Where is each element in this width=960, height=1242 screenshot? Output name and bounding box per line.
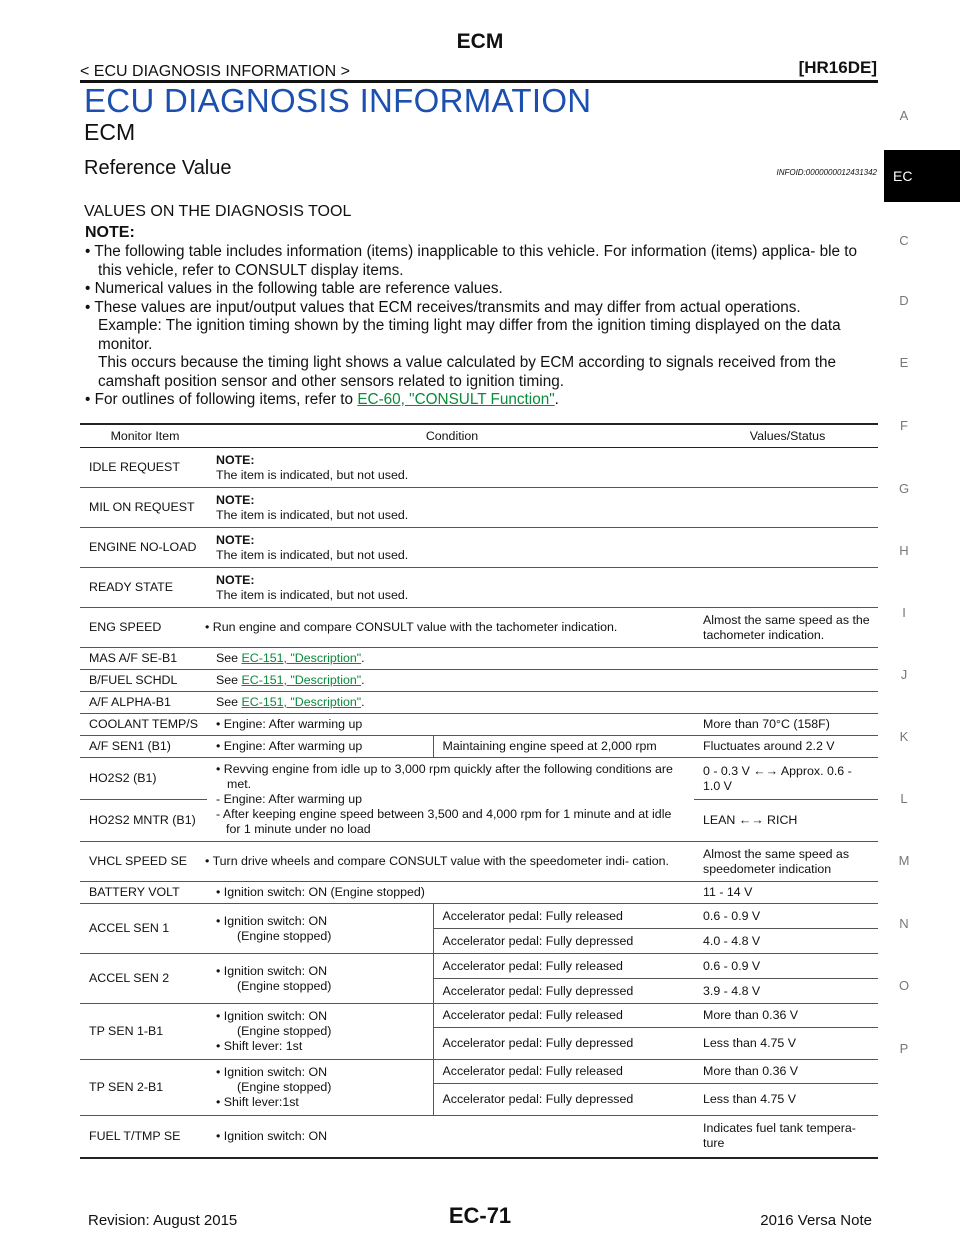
monitor-item: ENG SPEED [80,608,207,648]
pedal-condition-cell: Accelerator pedal: Fully depressed [433,1084,694,1116]
monitor-item: READY STATE [80,568,207,608]
pedal-condition-cell: Accelerator pedal: Fully depressed [433,929,694,954]
condition-detail-cell: Maintaining engine speed at 2,000 rpm [433,736,694,758]
monitor-item: HO2S2 MNTR (B1) [80,800,207,842]
see-cell: See EC-151, "Description". [207,670,878,692]
pedal-condition-cell: Accelerator pedal: Fully released [433,954,694,979]
monitor-item: ENGINE NO-LOAD [80,528,207,568]
table-row [80,758,878,800]
table-row [80,448,878,488]
side-index-f[interactable]: F [900,418,908,433]
table-row [80,954,878,979]
value-cell: 4.0 - 4.8 V [694,929,878,954]
table-row [80,648,878,670]
monitor-item: BATTERY VOLT [80,882,207,904]
side-index-h[interactable]: H [899,543,909,558]
side-index-m[interactable]: M [898,853,910,868]
monitor-item: TP SEN 2-B1 [80,1060,207,1116]
condition-cell: • Ignition switch: ON (Engine stopped) [207,904,433,954]
table-row [80,714,878,736]
notes-block [85,243,880,410]
subsection-title: Reference Value [84,157,232,179]
header-engine: [HR16DE] [798,58,877,77]
subheading: VALUES ON THE DIAGNOSIS TOOL [84,203,352,220]
table-row [80,842,878,882]
condition-cell: • Engine: After warming up [207,714,694,736]
pedal-condition-cell: Accelerator pedal: Fully depressed [433,979,694,1004]
side-index-c[interactable]: C [899,233,909,248]
table-row [80,1116,878,1158]
monitor-item: IDLE REQUEST [80,448,207,488]
note-item: • The following table includes information (items) inapplicable to this vehicle. For information (items) applica- ble to this vehicle, refer to CONSULT display items. [85,243,857,279]
value-cell: Almost the same speed as speedometer indication [694,842,878,882]
table-row [80,692,878,714]
note-item: • For outlines of following items, refer to EC-60, "CONSULT Function". [85,391,559,408]
note-example: Example: The ignition timing shown by the timing light may differ from the ignition timing displayed on the data monitor. [98,317,841,353]
side-index-e[interactable]: E [899,355,909,370]
note-cell: NOTE: The item is indicated, but not used. [207,568,878,608]
value-cell: More than 70°C (158F) [694,714,878,736]
section-title: ECM [84,119,136,145]
header-section: < ECU DIAGNOSIS INFORMATION > [80,63,350,80]
pedal-condition-cell: Accelerator pedal: Fully released [433,904,694,929]
monitor-item: FUEL T/TMP SE [80,1116,207,1158]
monitor-item: A/F ALPHA-B1 [80,692,207,714]
table-row [80,670,878,692]
value-cell: 11 - 14 V [694,882,878,904]
condition-cell: • Run engine and compare CONSULT value with the tachometer indication. [207,608,694,648]
value-cell: 3.9 - 4.8 V [694,979,878,1004]
side-index-j[interactable]: J [900,667,908,682]
value-cell: More than 0.36 V [694,1060,878,1084]
side-index-l[interactable]: L [900,791,908,806]
table-row [80,736,878,758]
table-row [80,488,878,528]
side-index-o[interactable]: O [898,978,910,993]
info-id: INFOID:0000000012431342 [776,168,877,177]
consult-function-link[interactable]: EC-60, "CONSULT Function" [357,391,555,408]
monitor-item: VHCL SPEED SE [80,842,207,882]
value-cell: 0.6 - 0.9 V [694,904,878,929]
header-title: ECM [456,30,504,53]
footer-model: 2016 Versa Note [760,1212,872,1229]
condition-cell: • Ignition switch: ON (Engine stopped) • Shift lever:1st [207,1060,433,1116]
table-row [80,1004,878,1028]
side-index-a[interactable]: A [899,108,909,123]
side-index-ec-active[interactable]: EC [884,150,960,202]
description-link[interactable]: EC-151, "Description" [241,651,362,665]
note-example-detail: This occurs because the timing light shows a value calculated by ECM according to signals received from the camshaft position sensor and other sensors related to ignition timing. [98,354,837,390]
table-row [80,904,878,929]
value-cell: Almost the same speed as the tachometer indication. [694,608,878,648]
table-header-row [80,424,878,448]
monitor-item: B/FUEL SCHDL [80,670,207,692]
table-row [80,882,878,904]
side-index-n[interactable]: N [899,916,909,931]
monitor-item: ACCEL SEN 2 [80,954,207,1004]
side-index-g[interactable]: G [898,481,910,496]
value-cell: Less than 4.75 V [694,1084,878,1116]
monitor-item: MIL ON REQUEST [80,488,207,528]
monitor-item: TP SEN 1-B1 [80,1004,207,1060]
value-cell: Indicates fuel tank tempera- ture [694,1116,878,1158]
condition-cell: • Revving engine from idle up to 3,000 rpm quickly after the following conditions are met. - Engine: After warming up - After keeping engine speed between 3,500 and 4,000 rpm for 1 minute and at idle for 1 minute under no load [207,758,694,842]
table-row [80,608,878,648]
table-row [80,528,878,568]
note-label: NOTE: [85,224,135,241]
see-cell: See EC-151, "Description". [207,648,878,670]
description-link[interactable]: EC-151, "Description" [241,673,362,687]
pedal-condition-cell: Accelerator pedal: Fully released [433,1060,694,1084]
note-item: • These values are input/output values that ECM receives/transmits and may differ from actual operations. [85,298,801,316]
side-index-i[interactable]: I [902,605,906,620]
condition-cell: • Ignition switch: ON [207,1116,694,1158]
condition-cell: • Turn drive wheels and compare CONSULT value with the speedometer indi- cation. [207,842,694,882]
condition-cell: • Ignition switch: ON (Engine stopped) [207,882,694,904]
table-row [80,1060,878,1084]
condition-cell: • Ignition switch: ON (Engine stopped) [207,954,433,1004]
note-cell: NOTE: The item is indicated, but not used. [207,528,878,568]
value-cell: 0.6 - 0.9 V [694,954,878,979]
condition-cell: • Ignition switch: ON (Engine stopped) • Shift lever: 1st [207,1004,433,1060]
see-cell: See EC-151, "Description". [207,692,878,714]
note-cell: NOTE: The item is indicated, but not used. [207,488,878,528]
side-index-p[interactable]: P [899,1041,909,1056]
description-link[interactable]: EC-151, "Description" [241,695,362,709]
monitor-item: COOLANT TEMP/S [80,714,207,736]
monitor-item: ACCEL SEN 1 [80,904,207,954]
value-cell: 0 - 0.3 V ←→ Approx. 0.6 - 1.0 V [694,758,878,800]
value-cell: LEAN ←→ RICH [694,800,878,842]
footer-page-number: EC-71 [448,1203,512,1228]
pedal-condition-cell: Accelerator pedal: Fully depressed [433,1028,694,1060]
monitor-item: HO2S2 (B1) [80,758,207,800]
pedal-condition-cell: Accelerator pedal: Fully released [433,1004,694,1028]
monitor-item: MAS A/F SE-B1 [80,648,207,670]
page-title: ECU DIAGNOSIS INFORMATION [84,82,592,119]
note-item: • Numerical values in the following table are reference values. [85,280,503,297]
monitor-item: A/F SEN1 (B1) [80,736,207,758]
col-header-values: Values/Status [694,424,878,448]
reference-value-table [80,423,878,1159]
note-cell: NOTE: The item is indicated, but not used. [207,448,878,488]
value-cell: More than 0.36 V [694,1004,878,1028]
value-cell: Fluctuates around 2.2 V [694,736,878,758]
col-header-condition: Condition [207,424,694,448]
value-cell: Less than 4.75 V [694,1028,878,1060]
condition-cell: • Engine: After warming up [207,736,433,758]
col-header-monitor-item: Monitor Item [80,424,207,448]
side-index-d[interactable]: D [899,293,909,308]
footer-revision: Revision: August 2015 [88,1212,238,1229]
side-index-k[interactable]: K [899,729,909,744]
table-row [80,568,878,608]
